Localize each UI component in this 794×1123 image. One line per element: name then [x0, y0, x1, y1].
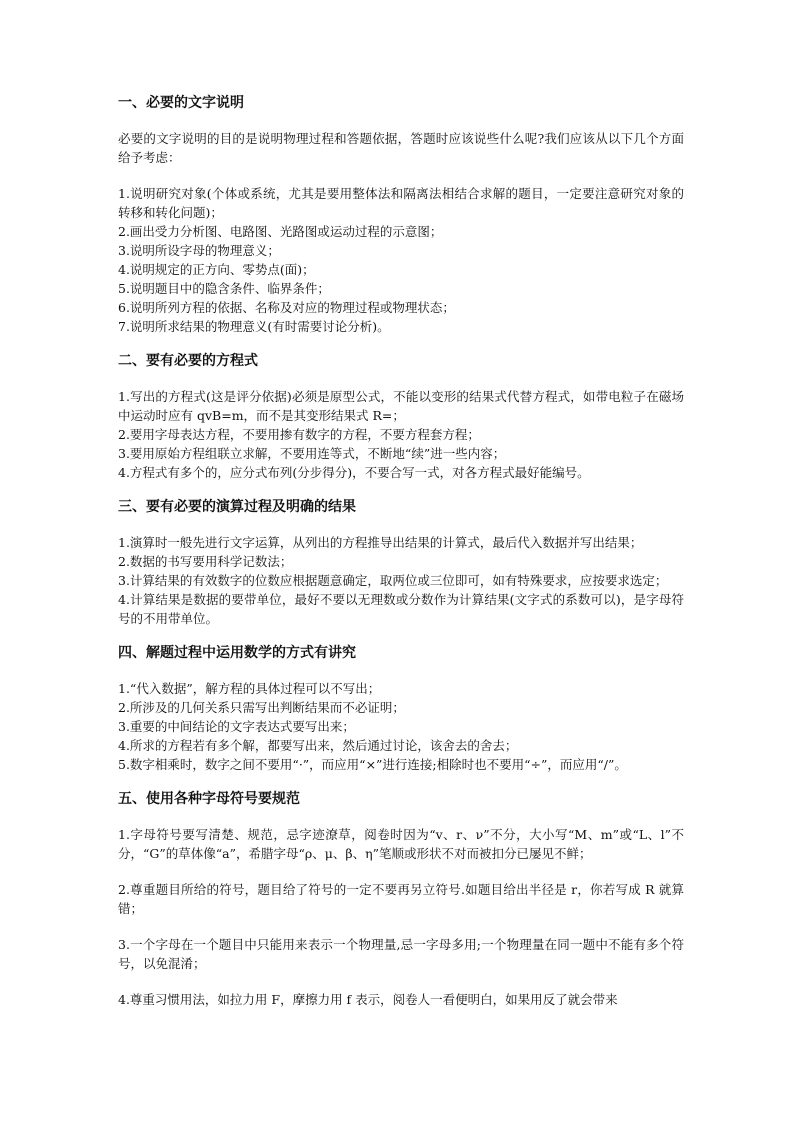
list-item: 5.说明题目中的隐含条件、临界条件；: [118, 281, 330, 296]
list-item: 1.演算时一般先进行文字运算，从列出的方程推导出结果的计算式，最后代入数据并写出结果；: [118, 535, 643, 550]
item-list: [118, 184, 684, 336]
section-heading: 三、要有必要的演算过程及明确的结果: [118, 499, 356, 515]
section-heading: 二、要有必要的方程式: [118, 353, 258, 369]
list-item: 2.数据的书写要用科学记数法；: [118, 554, 293, 569]
section-equations: [118, 352, 684, 482]
list-item: 5.数字相乘时，数字之间不要用“·”，而应用“×”进行连接;相除时也不要用“÷”，而应用“/”。: [118, 757, 627, 772]
intro-paragraph: 必要的文字说明的目的是说明物理过程和答题依据，答题时应该说些什么呢?我们应该从以下几个方面给予考虑：: [118, 131, 684, 165]
list-item: 1.“代入数据”，解方程的具体过程可以不写出；: [118, 681, 381, 696]
section-heading: 四、解题过程中运用数学的方式有讲究: [118, 645, 356, 661]
section-calculation: [118, 498, 684, 628]
item-list: [118, 387, 684, 482]
list-item: 2.所涉及的几何关系只需写出判断结果而不必证明；: [118, 700, 405, 715]
list-item: 3.说明所设字母的物理意义；: [118, 243, 280, 258]
list-item: 1.写出的方程式(这是评分依据)必须是原型公式，不能以变形的结果式代替方程式，如带电粒子在磁场中运动时应有 qvB=m，而不是其变形结果式 R=；: [118, 389, 684, 423]
document-page: [118, 94, 684, 1025]
item-list: [118, 533, 684, 628]
section-text-explanation: [118, 94, 684, 336]
paragraph: 2.尊重题目所给的符号，题目给了符号的一定不要再另立符号.如题目给出半径是 r，你若写成 R 就算错；: [118, 882, 684, 916]
list-item: 4.说明规定的正方向、零势点(面)；: [118, 262, 315, 277]
list-item: 6.说明所列方程的依据、名称及对应的物理过程或物理状态；: [118, 300, 455, 315]
list-item: 2.要用字母表达方程，不要用掺有数字的方程，不要方程套方程；: [118, 427, 480, 442]
list-item: 1.说明研究对象(个体或系统，尤其是要用整体法和隔离法相结合求解的题目，一定要注意研究对象的转移和转化问题)；: [118, 186, 684, 220]
section-math-usage: [118, 644, 684, 774]
section-heading: 一、必要的文字说明: [118, 95, 244, 111]
item-list: [118, 679, 684, 774]
section-heading: 五、使用各种字母符号要规范: [118, 791, 300, 807]
section-symbols: [118, 790, 684, 1009]
paragraph: 3.一个字母在一个题目中只能用来表示一个物理量,忌一字母多用;一个物理量在同一题中不能有多个符号，以免混淆；: [118, 937, 684, 971]
list-item: 3.计算结果的有效数字的位数应根据题意确定，取两位或三位即可，如有特殊要求，应按要求选定；: [118, 573, 668, 588]
list-item: 3.要用原始方程组联立求解，不要用连等式，不断地“续”进一些内容；: [118, 446, 506, 461]
list-item: 2.画出受力分析图、电路图、光路图或运动过程的示意图；: [118, 224, 443, 239]
list-item: 3.重要的中间结论的文字表达式要写出来；: [118, 719, 355, 734]
paragraph: 4.尊重习惯用法，如拉力用 F，摩擦力用 f 表示，阅卷人一看便明白，如果用反了就会带来: [118, 992, 618, 1007]
list-item: 7.说明所求结果的物理意义(有时需要讨论分析)。: [118, 319, 390, 334]
list-item: 4.方程式有多个的，应分式布列(分步得分)，不要合写一式，对各方程式最好能编号。: [118, 465, 590, 480]
list-item: 4.计算结果是数据的要带单位，最好不要以无理数或分数作为计算结果(文字式的系数可以)，是字母符号的不用带单位。: [118, 592, 684, 626]
list-item: 4.所求的方程若有多个解，都要写出来，然后通过讨论，该舍去的舍去；: [118, 738, 518, 753]
paragraph: 1.字母符号要写清楚、规范，忌字迹潦草，阅卷时因为“v、r、ν”不分，大小写“M、m”或“L、l”不分，“G”的草体像“a”，希腊字母“ρ、μ、β、η”笔顺或形状不对而被扣分已屡见不鲜；: [118, 827, 684, 861]
